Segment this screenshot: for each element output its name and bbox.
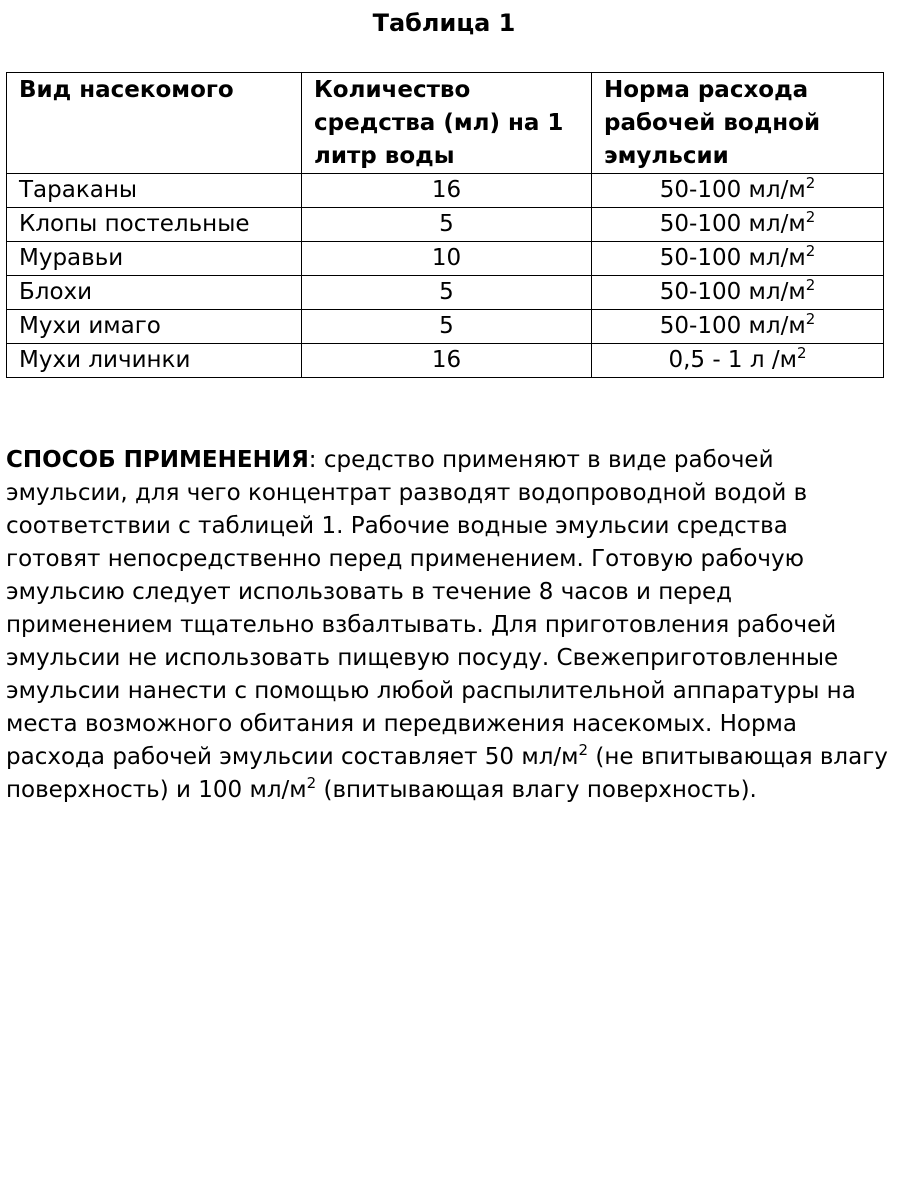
method-heading: СПОСОБ ПРИМЕНЕНИЯ xyxy=(6,447,309,473)
table-row xyxy=(7,310,884,344)
header-insect-type: Вид насекомого xyxy=(7,73,302,174)
table-row xyxy=(7,276,884,310)
method-text-part-2: (не впитывающая влагу поверхность) и 100 мл/м xyxy=(6,744,888,803)
rate-text: 50-100 мл/м xyxy=(659,245,806,271)
table-row xyxy=(7,208,884,242)
rate-text: 0,5 - 1 л /м xyxy=(668,347,797,373)
method-text-part-1: : средство применяют в виде рабочей эмульсии, для чего концентрат разводят водопроводной водой в соответствии с таблицей 1. Рабочие водные эмульсии средства готовят непосредственно перед применением. Готовую рабочую эмульсию следует использовать в течение 8 часов и перед применением тщательно взбалтывать. Для приготовления рабочей эмульсии не использовать пищевую посуду. Свежеприготовленные эмульсии нанести с помощью любой распылительной аппаратуры на места возможного обитания и передвижения насекомых. Норма расхода рабочей эмульсии составляет 50 мл/м xyxy=(6,447,856,770)
cell-insect: Мухи личинки xyxy=(7,344,302,378)
rate-exponent: 2 xyxy=(805,174,816,192)
cell-insect: Тараканы xyxy=(7,174,302,208)
cell-amount: 16 xyxy=(302,344,592,378)
table-row xyxy=(7,174,884,208)
cell-rate xyxy=(592,344,884,378)
rate-text: 50-100 мл/м xyxy=(659,211,806,237)
rate-text: 50-100 мл/м xyxy=(659,313,806,339)
method-exponent-1: 2 xyxy=(578,741,589,759)
cell-amount: 5 xyxy=(302,310,592,344)
rate-exponent: 2 xyxy=(805,242,816,260)
table-row xyxy=(7,242,884,276)
cell-rate xyxy=(592,174,884,208)
cell-amount: 16 xyxy=(302,174,592,208)
cell-insect: Мухи имаго xyxy=(7,310,302,344)
cell-amount: 5 xyxy=(302,208,592,242)
rate-exponent: 2 xyxy=(805,208,816,226)
page-title: Таблица 1 xyxy=(372,9,516,37)
insect-dosage-table xyxy=(6,72,884,378)
rate-text: 50-100 мл/м xyxy=(659,177,806,203)
table-row xyxy=(7,344,884,378)
cell-rate xyxy=(592,242,884,276)
cell-amount: 10 xyxy=(302,242,592,276)
rate-exponent: 2 xyxy=(797,344,807,362)
method-text-part-3: (впитывающая влагу поверхность). xyxy=(316,777,757,803)
rate-text: 50-100 мл/м xyxy=(659,279,806,305)
rate-exponent: 2 xyxy=(805,276,816,294)
cell-amount: 5 xyxy=(302,276,592,310)
cell-rate xyxy=(592,208,884,242)
cell-insect: Муравьи xyxy=(7,242,302,276)
application-method-paragraph xyxy=(6,444,888,807)
table-header-row xyxy=(7,73,884,174)
cell-insect: Клопы постельные xyxy=(7,208,302,242)
cell-rate xyxy=(592,310,884,344)
header-consumption-rate: Норма расхода рабочей водной эмульсии xyxy=(592,73,884,174)
header-amount-per-liter: Количество средства (мл) на 1 литр воды xyxy=(302,73,592,174)
rate-exponent: 2 xyxy=(805,310,816,328)
method-exponent-2: 2 xyxy=(306,774,317,792)
cell-insect: Блохи xyxy=(7,276,302,310)
cell-rate xyxy=(592,276,884,310)
